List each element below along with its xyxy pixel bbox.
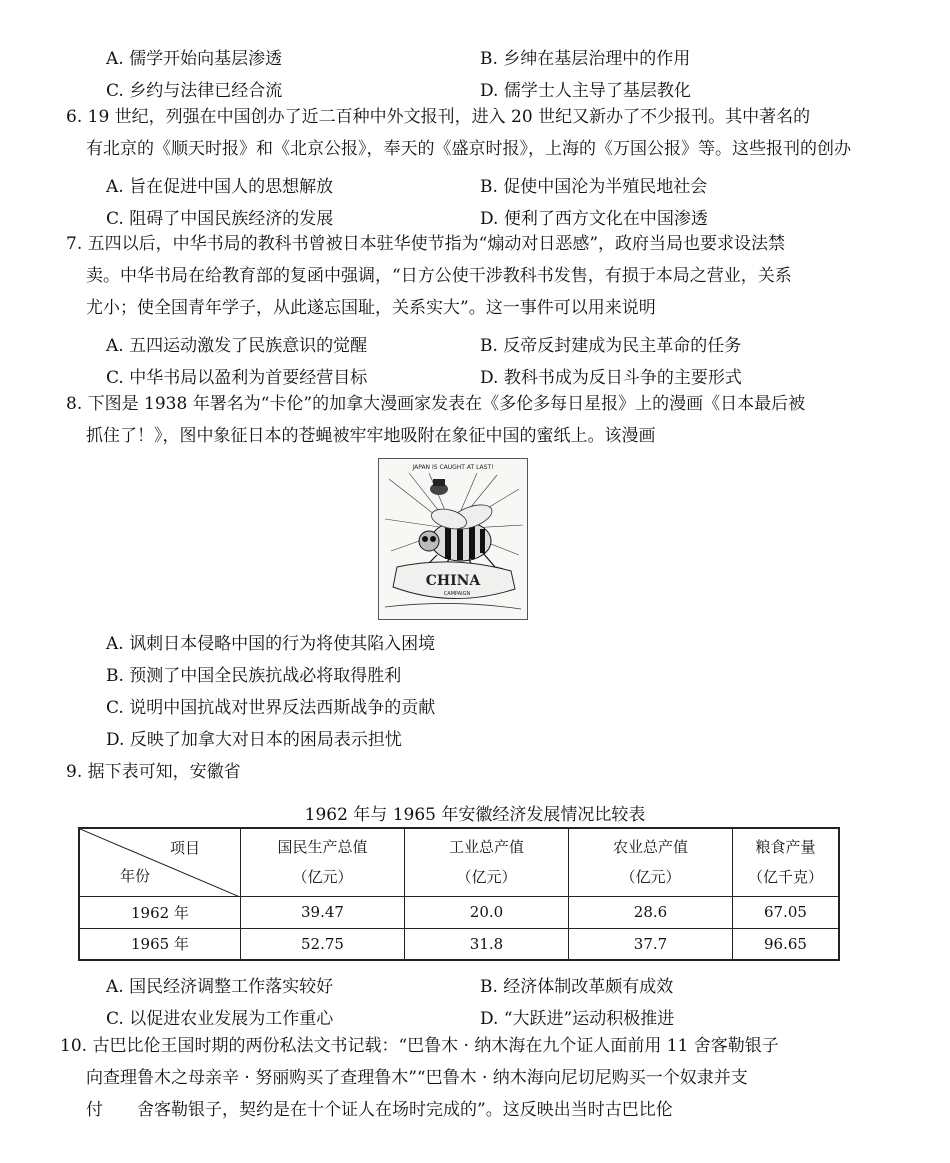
q8-stem-line-2: 抓住了！》，图中象征日本的苍蝇被牢牢地吸附在象征中国的蜜纸上。该漫画 [86,426,656,446]
q5-option-a: A. 儒学开始向基层渗透 [106,49,283,69]
q8-option-c: C. 说明中国抗战对世界反法西斯战争的贡献 [106,698,436,718]
cell-grain: 67.05 [733,896,840,928]
cell-gnp: 39.47 [241,896,405,928]
q7-option-a: A. 五四运动激发了民族意识的觉醒 [106,336,368,356]
cartoon-paper-word-2: CAMPAIGN [443,591,471,597]
q6-option-a: A. 旨在促进中国人的思想解放 [106,177,334,197]
q7-options-row-2 [106,363,866,388]
header-industry-unit: （亿元） [456,868,517,887]
row-year: 1962 年 [79,896,241,928]
corner-label-item: 项目 [169,839,200,857]
q7-options-row-1 [106,331,866,356]
q9-option-c: C. 以促进农业发展为工作重心 [106,1009,334,1029]
q5-options-row-2 [106,76,866,101]
q7-option-b: B. 反帝反封建成为民主革命的任务 [480,336,742,356]
q8-stem-line-1: 8. 下图是 1938 年署名为“卡伦”的加拿大漫画家发表在《多伦多每日星报》上的漫画《日本最后被 [66,394,806,414]
q10-stem-line-3: 付 舍客勒银子，契约是在十个证人在场时完成的”。这反映出当时古巴比伦 [86,1100,673,1120]
q7-stem-line-3: 尤小；使全国青年学子，从此遂忘国耻，关系实大”。这一事件可以用来说明 [86,298,656,318]
cartoon-illustration [379,459,527,619]
header-agriculture [569,828,733,896]
q10-stem-line-1: 10. 古巴比伦王国时期的两份私法文书记载：“巴鲁木 · 纳木海在九个证人面前用 11 舍客勒银子 [60,1036,779,1056]
cell-agriculture: 37.7 [569,928,733,960]
q6-options-row-2 [106,204,866,229]
q9-option-d: D. “大跃进”运动积极推进 [480,1009,675,1029]
table-header-row [79,828,839,896]
q5-options-row-1 [106,44,866,69]
q9-stem: 9. 据下表可知，安徽省 [66,762,241,782]
table-row [79,896,839,928]
cell-grain: 96.65 [733,928,840,960]
q7-option-d: D. 教科书成为反日斗争的主要形式 [480,368,742,388]
q8-option-a: A. 讽刺日本侵略中国的行为将使其陷入困境 [106,634,436,654]
q9-options-row-2 [106,1004,866,1029]
table-corner-cell [79,828,241,896]
q7-stem-line-1: 7. 五四以后，中华书局的教科书曾被日本驻华使节指为“煽动对日恶感”，政府当局也要求设法禁 [66,234,786,254]
header-gnp-name: 国民生产总值 [277,838,368,857]
q5-option-c: C. 乡约与法律已经合流 [106,81,283,101]
diagonal-line [80,829,240,897]
header-gnp-unit: （亿元） [292,868,353,887]
q9-options-row-1 [106,972,866,997]
cell-gnp: 52.75 [241,928,405,960]
header-grain [733,828,840,896]
header-gnp [241,828,405,896]
q6-options-row-1 [106,172,866,197]
table-row [79,928,839,960]
q7-option-c: C. 中华书局以盈利为首要经营目标 [106,368,368,388]
header-agriculture-unit: （亿元） [620,868,681,887]
corner-label-year: 年份 [120,866,151,885]
q6-option-c: C. 阻碍了中国民族经济的发展 [106,209,334,229]
cartoon-image [378,458,528,620]
q6-stem-line-1: 6. 19 世纪，列强在中国创办了近二百种中外文报刊，进入 20 世纪又新办了不少报刊。其中著名的 [66,107,811,127]
q10-stem-line-2: 向查理鲁木之母亲辛 · 努丽购买了查理鲁木”“巴鲁木 · 纳木海向尼切尼购买一个奴隶并支 [86,1068,748,1088]
cartoon-paper-word: CHINA [425,573,481,589]
header-grain-unit: （亿千克） [747,868,823,887]
q9-option-a: A. 国民经济调整工作落实较好 [106,977,334,997]
table-caption: 1962 年与 1965 年安徽经济发展情况比较表 [304,805,646,825]
header-agriculture-name: 农业总产值 [612,838,688,857]
q6-option-b: B. 促使中国沦为半殖民地社会 [480,177,708,197]
q6-stem-line-2: 有北京的《顺天时报》和《北京公报》，奉天的《盛京时报》，上海的《万国公报》等。这些报刊的创办 [86,139,851,159]
q7-stem-line-2: 卖。中华书局在给教育部的复函中强调，“日方公使干涉教科书发售，有损于本局之营业，关系 [86,266,792,286]
cell-industry: 31.8 [405,928,569,960]
q8-option-d: D. 反映了加拿大对日本的困局表示担忧 [106,730,402,750]
header-industry-name: 工业总产值 [448,838,524,857]
q5-option-d: D. 儒学士人主导了基层教化 [480,81,691,101]
cell-agriculture: 28.6 [569,896,733,928]
q6-option-d: D. 便利了西方文化在中国渗透 [480,209,708,229]
q5-option-b: B. 乡绅在基层治理中的作用 [480,49,691,69]
data-table [78,827,840,961]
header-industry [405,828,569,896]
q8-option-b: B. 预测了中国全民族抗战必将取得胜利 [106,666,402,686]
row-year: 1965 年 [79,928,241,960]
cartoon-title: JAPAN IS CAUGHT AT LAST! [412,464,494,471]
header-grain-name: 粮食产量 [755,838,816,857]
q9-option-b: B. 经济体制改革颇有成效 [480,977,674,997]
cell-industry: 20.0 [405,896,569,928]
